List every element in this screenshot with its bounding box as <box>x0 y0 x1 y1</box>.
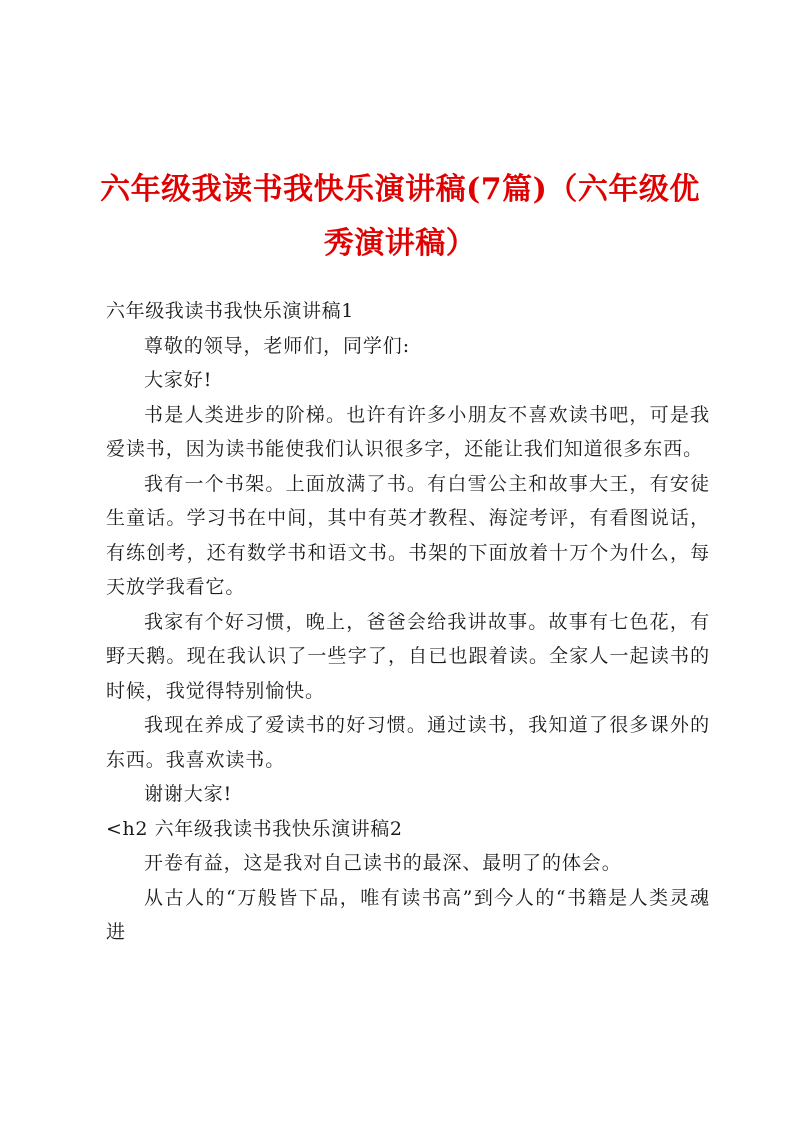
paragraph-books-ladder: 书是人类进步的阶梯。也许有许多小朋友不喜欢读书吧，可是我爱读书，因为读书能使我们认识很多字，还能让我们知道很多东西。 <box>106 403 710 460</box>
document-title: 六年级我读书我快乐演讲稿(7篇)（六年级优秀演讲稿） <box>100 172 700 261</box>
section-heading-2: <h2 六年级我读书我快乐演讲稿2 <box>106 817 403 840</box>
section-heading-1: 六年级我读书我快乐演讲稿1 <box>106 300 354 322</box>
paragraph-ancients: 从古人的“万般皆下品，唯有读书高”到今人的“书籍是人类灵魂进 <box>106 886 710 943</box>
paragraph-hello: 大家好! <box>144 369 213 391</box>
paragraph-greeting: 尊敬的领导，老师们，同学们: <box>144 334 411 357</box>
paragraph-thanks: 谢谢大家! <box>144 783 233 805</box>
paragraph-reading-habit: 我现在养成了爱读书的好习惯。通过读书，我知道了很多课外的东西。我喜欢读书。 <box>106 714 710 771</box>
document-body <box>106 294 710 950</box>
paragraph-bookshelf: 我有一个书架。上面放满了书。有白雪公主和故事大王，有安徒生童话。学习书在中间，其中有英才教程、海淀考评，有看图说话，有练创考，还有数学书和语文书。书架的下面放着十万个为什么，每天放学我看它。 <box>106 472 710 598</box>
paragraph-family-habit: 我家有个好习惯，晚上，爸爸会给我讲故事。故事有七色花，有野天鹅。现在我认识了一些字了，自已也跟着读。全家人一起读书的时候，我觉得特别愉快。 <box>106 610 710 702</box>
paragraph-open-book: 开卷有益，这是我对自己读书的最深、最明了的体会。 <box>144 852 622 874</box>
